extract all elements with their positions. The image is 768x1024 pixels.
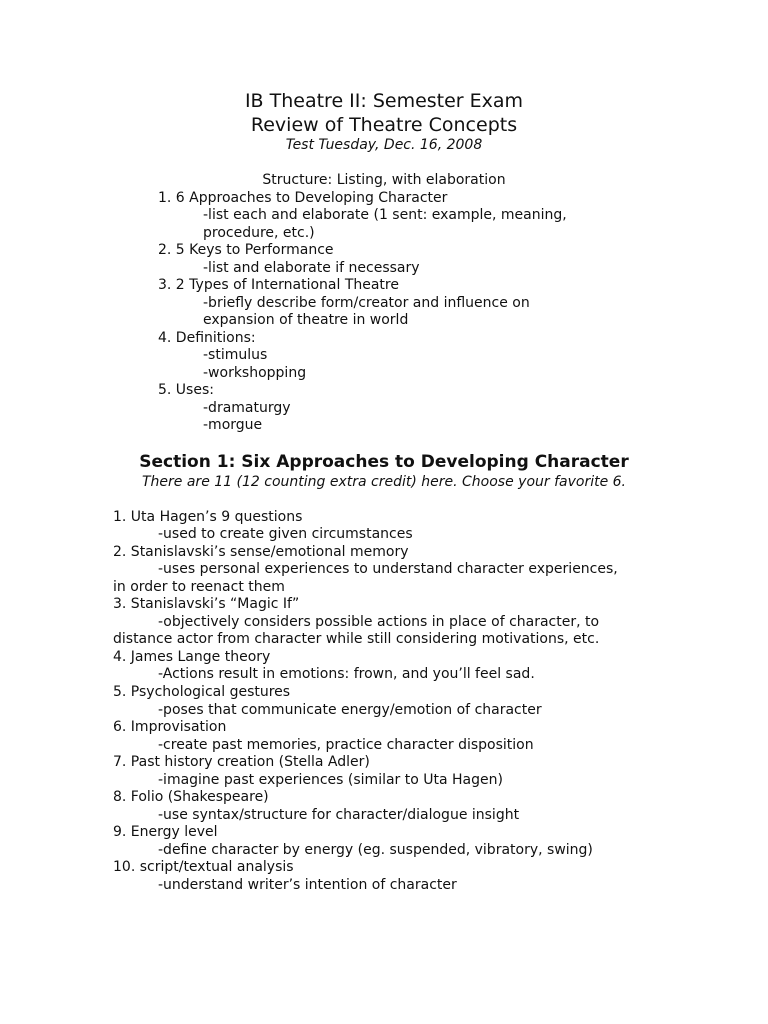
list-item-title: 5. Psychological gestures bbox=[113, 684, 291, 700]
list-item-detail: -define character by energy (eg. suspended, vibratory, swing) bbox=[158, 842, 593, 858]
structure-item-title: 2. 5 Keys to Performance bbox=[158, 242, 334, 258]
list-item-title: 3. Stanislavski’s “Magic If” bbox=[113, 596, 300, 612]
list-item-continuation: in order to reenact them bbox=[113, 579, 285, 595]
list-item-title: 2. Stanislavski’s sense/emotional memory bbox=[113, 544, 409, 560]
test-date: Test Tuesday, Dec. 16, 2008 bbox=[285, 137, 483, 153]
structure-item-detail: -workshopping bbox=[203, 365, 307, 381]
list-item-title: 9. Energy level bbox=[113, 824, 218, 840]
list-item-title: 10. script/textual analysis bbox=[113, 859, 294, 875]
list-item-detail: -Actions result in emotions: frown, and you’ll feel sad. bbox=[158, 666, 535, 682]
structure-item-detail: -list and elaborate if necessary bbox=[203, 260, 420, 276]
list-item-detail: -objectively considers possible actions in place of character, to bbox=[158, 614, 600, 630]
structure-item-title: 4. Definitions: bbox=[158, 330, 256, 346]
structure-item-title: 1. 6 Approaches to Developing Character bbox=[158, 190, 448, 206]
list-item-detail: -understand writer’s intention of character bbox=[158, 877, 457, 893]
structure-item-detail: -dramaturgy bbox=[203, 400, 291, 416]
list-item-detail: -uses personal experiences to understand character experiences, bbox=[158, 561, 618, 577]
list-item-detail: -create past memories, practice character disposition bbox=[158, 737, 534, 753]
structure-item-detail: -stimulus bbox=[203, 347, 268, 363]
list-item-detail: -use syntax/structure for character/dialogue insight bbox=[158, 807, 520, 823]
structure-item-title: 5. Uses: bbox=[158, 382, 214, 398]
list-item-continuation: distance actor from character while still considering motivations, etc. bbox=[113, 631, 600, 647]
section-note: There are 11 (12 counting extra credit) here. Choose your favorite 6. bbox=[142, 474, 626, 490]
structure-item-detail: -list each and elaborate (1 sent: example, meaning, bbox=[203, 207, 567, 223]
section-heading: Section 1: Six Approaches to Developing Character bbox=[139, 452, 629, 472]
structure-item-detail: -briefly describe form/creator and influence on bbox=[203, 295, 530, 311]
structure-item-detail: expansion of theatre in world bbox=[203, 312, 409, 328]
structure-item-title: 3. 2 Types of International Theatre bbox=[158, 277, 399, 293]
page-title: IB Theatre II: Semester Exam bbox=[244, 90, 524, 112]
list-item-title: 8. Folio (Shakespeare) bbox=[113, 789, 269, 805]
structure-item-detail: procedure, etc.) bbox=[203, 225, 315, 241]
structure-label: Structure: Listing, with elaboration bbox=[262, 172, 506, 188]
list-item-detail: -poses that communicate energy/emotion of character bbox=[158, 702, 542, 718]
list-item-title: 1. Uta Hagen’s 9 questions bbox=[113, 509, 303, 525]
list-item-detail: -used to create given circumstances bbox=[158, 526, 413, 542]
structure-item-detail: -morgue bbox=[203, 417, 263, 433]
list-item-detail: -imagine past experiences (similar to Uta Hagen) bbox=[158, 772, 503, 788]
list-item-title: 7. Past history creation (Stella Adler) bbox=[113, 754, 370, 770]
list-item-title: 4. James Lange theory bbox=[113, 649, 271, 665]
list-item-title: 6. Improvisation bbox=[113, 719, 227, 735]
page-subtitle: Review of Theatre Concepts bbox=[250, 114, 518, 136]
